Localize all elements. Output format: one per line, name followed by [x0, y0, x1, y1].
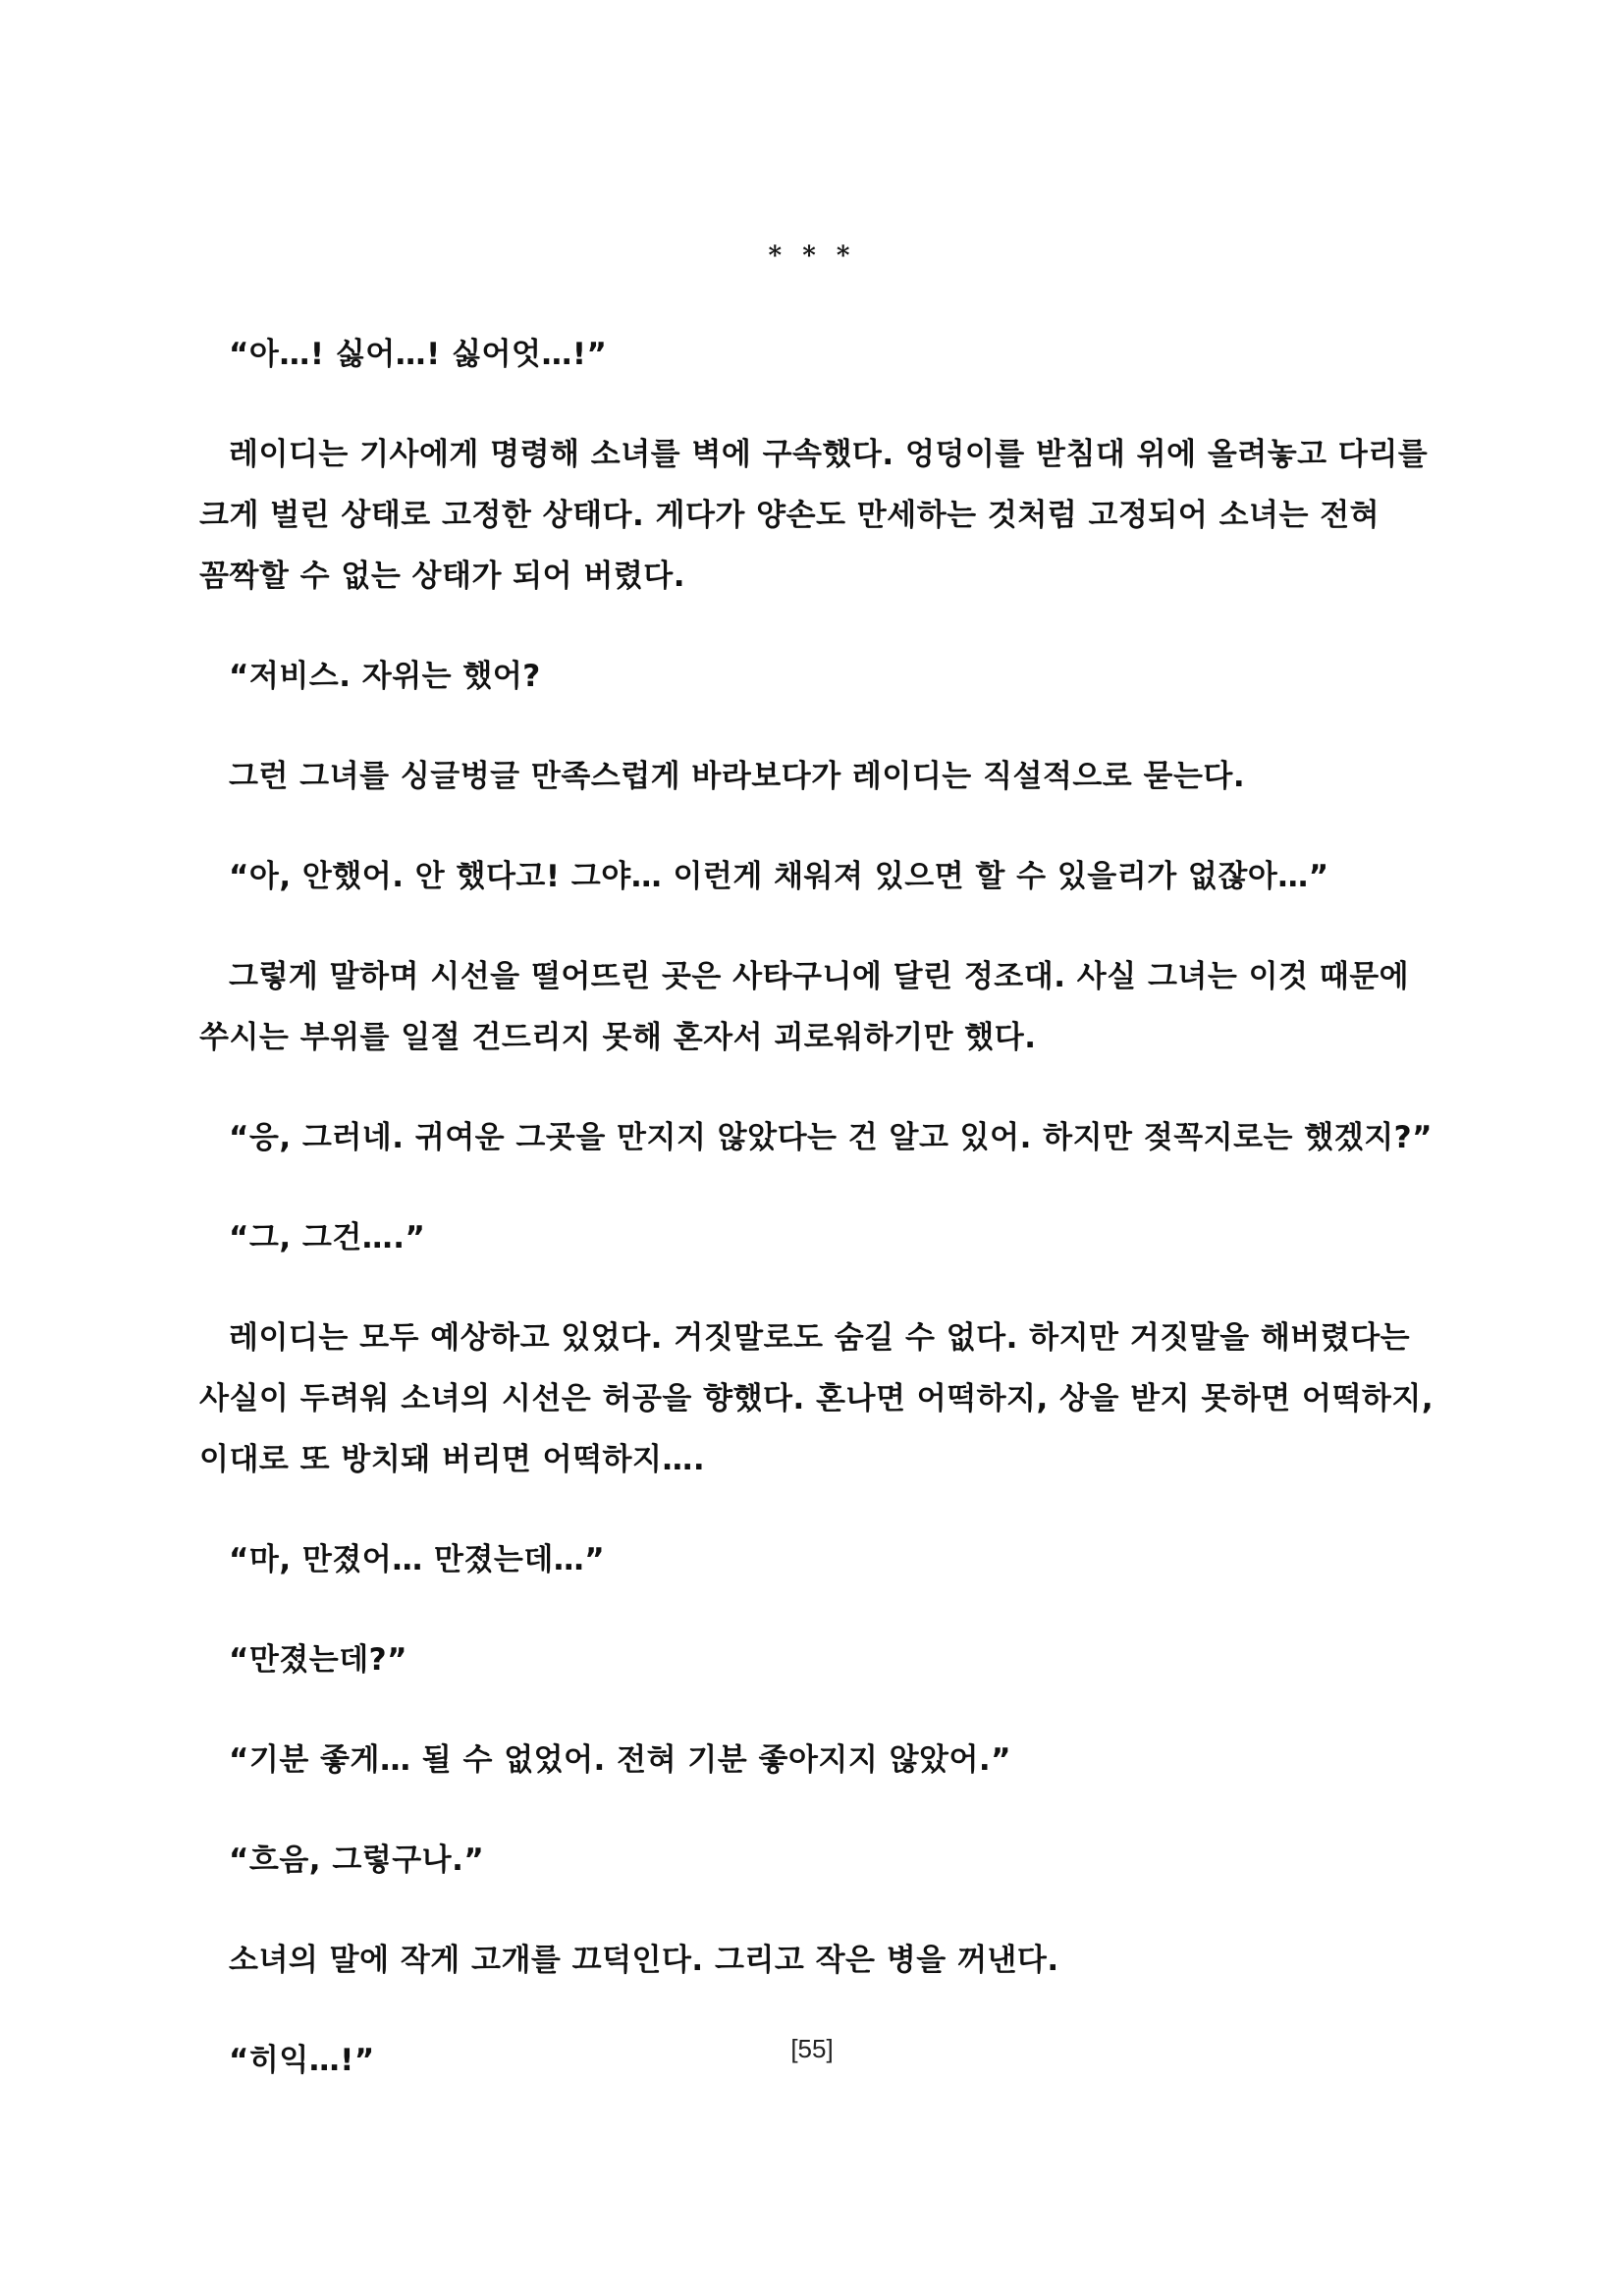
paragraph: 소녀의 말에 작게 고개를 끄덕인다. 그리고 작은 병을 꺼낸다.	[229, 1943, 1059, 1978]
paragraph: “아, 안했어. 안 했다고! 그야… 이런게 채워져 있으면 할 수 있을리가 없잖아…”	[229, 859, 1329, 894]
scene-separator: * * *	[768, 241, 856, 271]
paragraph: 레이디는 모두 예상하고 있었다. 거짓말로도 숨길 수 없다. 하지만 거짓말을 해버렸다는 사실이 두려워 소녀의 시선은 허공을 향했다. 혼나면 어떡하지, 상을 받지 못하면 어떡하지, 이대로 또 방치돼 버리면 어떡하지….	[199, 1320, 1435, 1477]
paragraph: 레이디는 기사에게 명령해 소녀를 벽에 구속했다. 엉덩이를 받침대 위에 올려놓고 다리를 크게 벌린 상태로 고정한 상태다. 게다가 양손도 만세하는 것처럼 고정되어 소녀는 전혀 꼼짝할 수 없는 상태가 되어 버렸다.	[199, 437, 1429, 594]
paragraph: 그런 그녀를 싱글벙글 만족스럽게 바라보다가 레이디는 직설적으로 묻는다.	[229, 759, 1246, 794]
paragraph: “흐음, 그렇구나.”	[229, 1842, 485, 1878]
page-number: [55]	[790, 2034, 834, 2063]
paragraph: “아…! 싫어…! 싫어엇…!”	[229, 337, 608, 372]
paragraph: “그, 그건….”	[229, 1220, 426, 1255]
paragraph: “히익…!”	[229, 2043, 375, 2078]
paragraph: “저비스. 자위는 했어?	[229, 659, 541, 694]
paragraph: “만졌는데?”	[229, 1642, 408, 1678]
paragraph: “기분 좋게… 될 수 없었어. 전혀 기분 좋아지지 않았어.”	[229, 1742, 1012, 1778]
paragraph: “마, 만졌어… 만졌는데…”	[229, 1542, 606, 1577]
paragraph: “응, 그러네. 귀여운 그곳을 만지지 않았다는 건 알고 있어. 하지만 젖꼭지로는 했겠지?”	[229, 1120, 1433, 1155]
body-text	[199, 324, 1436, 2130]
paragraph: 그렇게 말하며 시선을 떨어뜨린 곳은 사타구니에 달린 정조대. 사실 그녀는 이것 때문에 쑤시는 부위를 일절 건드리지 못해 혼자서 괴로워하기만 했다.	[199, 959, 1410, 1055]
